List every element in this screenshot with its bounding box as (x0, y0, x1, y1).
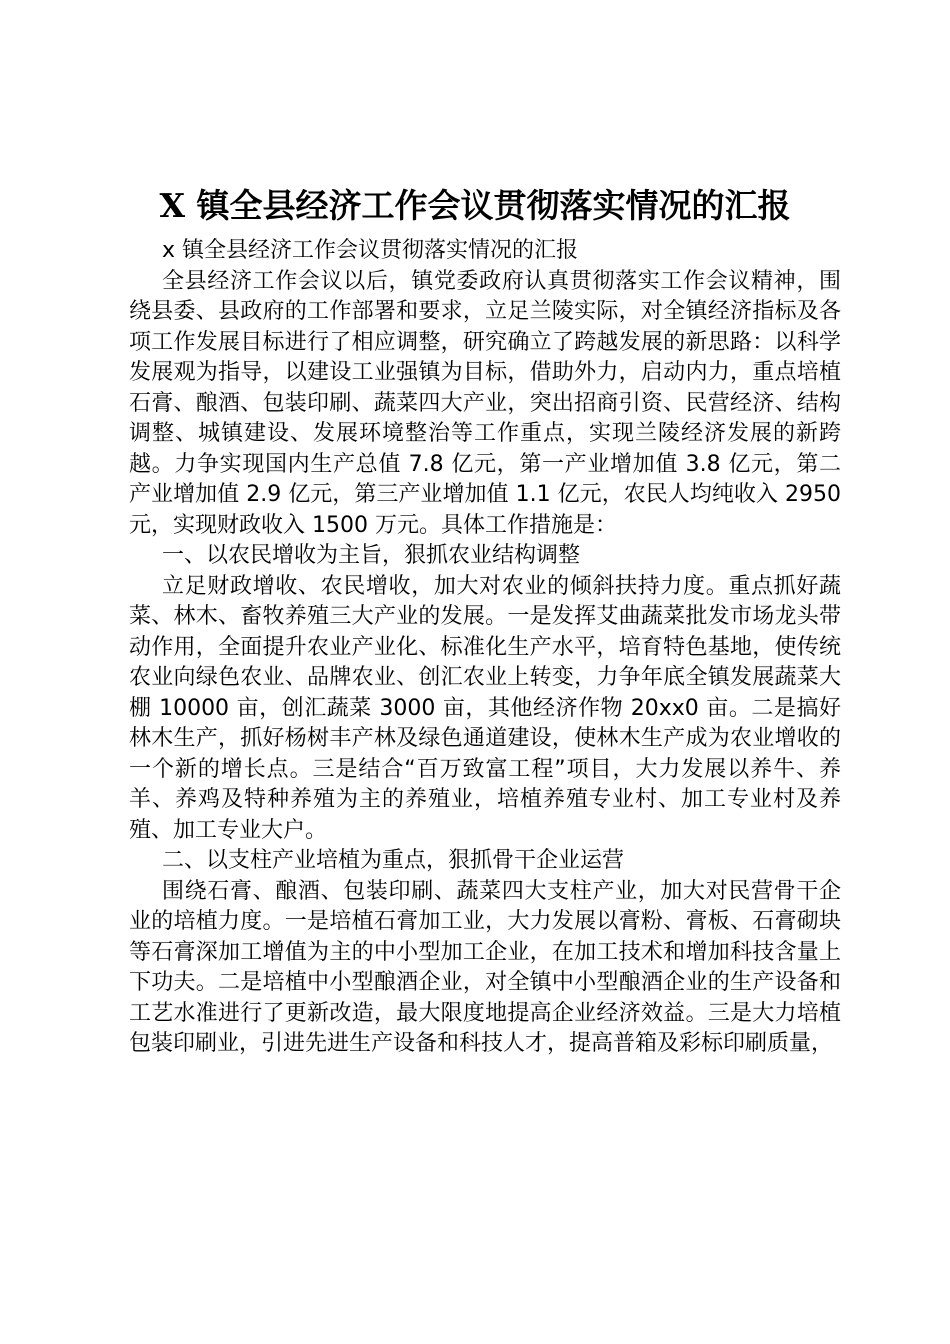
intro-paragraph: 全县经济工作会议以后，镇党委政府认真贯彻落实工作会议精神，围绕县委、县政府的工作部署和要求，立足兰陵实际，对全镇经济指标及各项工作发展目标进行了相应调整，研究确立了跨越发展的新思路：以科学发展观为指导，以建设工业强镇为目标，借助外力，启动内力，重点培植石膏、酿酒、包装印刷、蔬菜四大产业，突出招商引资、民营经济、结构调整、城镇建设、发展环境整治等工作重点，实现兰陵经济发展的新跨越。力争实现国内生产总值 7.8 亿元，第一产业增加值 3.8 亿元，第二产业增加值 2.9 亿元，第三产业增加值 1.1 亿元，农民人均纯收入 2950 元，实现财政收入 1500 万元。具体工作措施是： (129, 268, 841, 538)
section-heading-2: 二、以支柱产业培植为重点，狠抓骨干企业运营 (162, 848, 625, 873)
section-2-paragraph: 围绕石膏、酿酒、包装印刷、蔬菜四大支柱产业，加大对民营骨干企业的培植力度。一是培植石膏加工业，大力发展以膏粉、膏板、石膏砌块等石膏深加工增值为主的中小型加工企业，在加工技术和增加科技含量上下功夫。二是培植中小型酿酒企业，对全镇中小型酿酒企业的生产设备和工艺水准进行了更新改造，最大限度地提高企业经济效益。三是大力培植包装印刷业，引进先进生产设备和科技人才，提高普箱及彩标印刷质量， (129, 878, 841, 1056)
section-1-paragraph: 立足财政增收、农民增收，加大对农业的倾斜扶持力度。重点抓好蔬菜、林木、畜牧养殖三大产业的发展。一是发挥艾曲蔬菜批发市场龙头带动作用，全面提升农业产业化、标准化生产水平，培育特色基地，使传统农业向绿色农业、品牌农业、创汇农业上转变，力争年底全镇发展蔬菜大棚 10000 亩，创汇蔬菜 3000 亩，其他经济作物 20xx0 亩。二是搞好林木生产，抓好杨树丰产林及绿色通道建设，使林木生产成为农业增收的一个新的增长点。三是结合“百万致富工程”项目，大力发展以养牛、养羊、养鸡及特种养殖为主的养殖业，培植养殖专业村、加工专业村及养殖、加工专业大户。 (129, 573, 841, 843)
document-body (129, 236, 841, 1060)
document-title: X 镇全县经济工作会议贯彻落实情况的汇报 (159, 186, 791, 225)
subtitle-paragraph: x 镇全县经济工作会议贯彻落实情况的汇报 (162, 238, 579, 263)
section-heading-1: 一、以农民增收为主旨，狠抓农业结构调整 (162, 543, 581, 568)
